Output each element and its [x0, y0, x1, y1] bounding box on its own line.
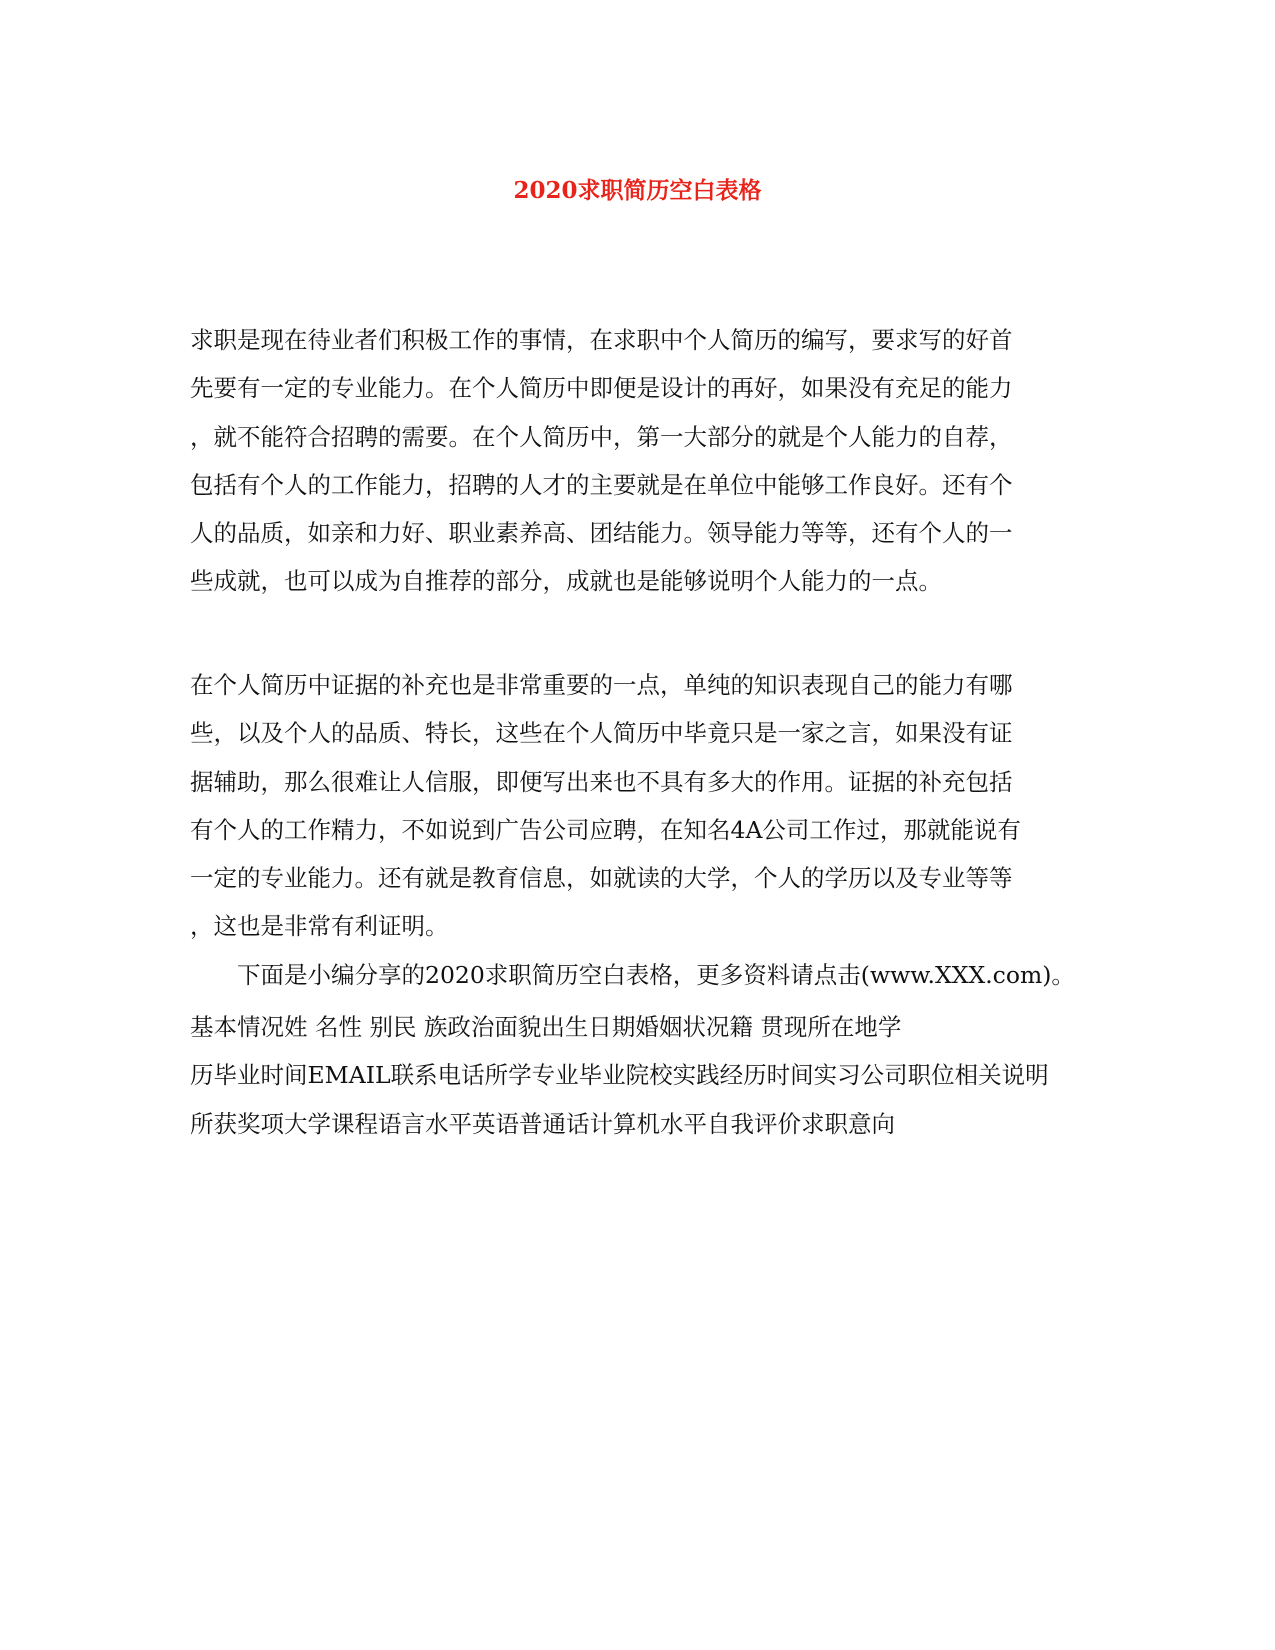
form-fields-line: 所获奖项大学课程语言水平英语普通话计算机水平自我评价求职意向: [190, 1109, 895, 1138]
resume-form-fields: [190, 1003, 1090, 1148]
document-title: 2020求职简历空白表格: [513, 177, 762, 204]
paragraph-line: 些，以及个人的品质、特长，这些在个人简历中毕竟只是一家之言，如果没有证: [190, 719, 1013, 748]
intro-paragraph: [190, 316, 1078, 606]
paragraph-line: ，这也是非常有利证明。: [190, 912, 449, 941]
paragraph-line: 据辅助，那么很难让人信服，即便写出来也不具有多大的作用。证据的补充包括: [190, 767, 1013, 796]
form-fields-line: 基本情况姓 名性 别民 族政治面貌出生日期婚姻状况籍 贯现所在地学: [190, 1013, 902, 1041]
paragraph-line: ，就不能符合招聘的需要。在个人简历中，第一大部分的就是个人能力的自荐，: [190, 422, 1013, 451]
paragraph-line: 下面是小编分享的2020求职简历空白表格，更多资料请点击(www.XXX.com)。: [190, 960, 1075, 989]
paragraph-line: 有个人的工作精力，不如说到广告公司应聘，在知名4A公司工作过，那就能说有: [190, 815, 1021, 844]
form-fields-line: 历毕业时间EMAIL联系电话所学专业毕业院校实践经历时间实习公司职位相关说明: [190, 1061, 1049, 1090]
paragraph-line: 人的品质，如亲和力好、职业素养高、团结能力。领导能力等等，还有个人的一: [190, 519, 1013, 548]
paragraph-line: 些成就，也可以成为自推荐的部分，成就也是能够说明个人能力的一点。: [190, 567, 942, 596]
paragraph-line: 先要有一定的专业能力。在个人简历中即便是设计的再好，如果没有充足的能力: [190, 374, 1013, 403]
paragraph-line: 包括有个人的工作能力，招聘的人才的主要就是在单位中能够工作良好。还有个: [190, 470, 1013, 499]
paragraph-line: 求职是现在待业者们积极工作的事情，在求职中个人简历的编写，要求写的好首: [190, 326, 1013, 354]
paragraph-line: 一定的专业能力。还有就是教育信息，如就读的大学，个人的学历以及专业等等: [190, 864, 1013, 893]
paragraph-line: 在个人简历中证据的补充也是非常重要的一点，单纯的知识表现自己的能力有哪: [190, 671, 1013, 699]
evidence-paragraph: [190, 661, 1078, 999]
